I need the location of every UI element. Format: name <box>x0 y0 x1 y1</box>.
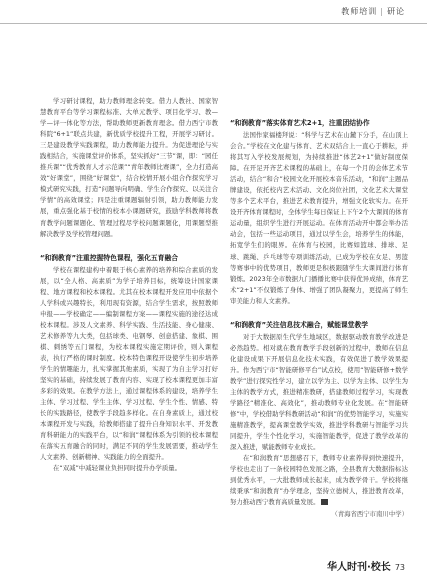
right-paragraph-2: 对于大数据原生代学生地域区，数据驱动教育教学改进是必然趋势。相对就在教育教学手段创新的过程中，教师在信息化建设成果下开展信息化技术实践，有效促进了教学效果提升。作为西宁市“智能研修平台”试点校，使用“智能研修+数学教学”进行探究性学习，建立以学为主、以学为主体、以学生为主体的教学方式，推进精准教研，搭建教师过程学习，实现教学路径“精准化、高效化”，推动教师专业化发展。在“智能研修”中，学校借助学科教研活动“和润”的优势智能学习，实施实施精准教学，提高课堂教学实效，推进学科教研与智能学习共同提升，学生个性化学习，实施智能教学，促进了教学改革的深入推进，赋能教师专业成长。 <box>230 332 408 452</box>
left-column <box>40 96 218 475</box>
right-section-heading-2: “和润教育”关注信息技术融合，赋能课堂教学 <box>230 320 369 329</box>
section-separator: | <box>380 7 384 16</box>
subsection-label: 研论 <box>387 7 405 16</box>
right-paragraph-1: 法国作家福楼拜说：“科学与艺术在山麓下分手，在山顶上会合。”学校在文化建与体育、艺术双结合上一直心于耕耘，并将其写入学校发展规划，为持续推进“体艺2+1”做好制度保障。在开足开齐艺术课程的基础上，在每一个月的会体艺术节活动，结合“和合”校园文化开展校本音乐活动，“和润”主题品牌建设，依托校内艺术活动、文化岗位社团，文化艺术大课堂等多个艺术平台，推进艺术教育提升，增强文化软实力。在开设开齐体育课程时，全体学生每日保证上下午2个大课间的体育运动量，组织学生进行开展运动。在体育活动开中都会举办活动会，包括一些运动项目，通过以学生会，培养学生的体能，拓宽学生们的眼界。在体育与校园，比赛如篮球、排球、足球、跳绳、乒乓球等专项训练活动，已成为学校在女足、男篮等赛事中的优势项目，教师更是积极跟随学生大课间进行体育锻炼。2023年全市数据九门播播比赛中获得优异成绩，体育艺术“2+1”不仅锻炼了身体、增强了团队凝聚力，更提高了师生审美能力和人文素养。 <box>230 131 408 305</box>
right-paragraph-3 <box>230 453 408 508</box>
page-header <box>0 0 427 32</box>
right-column <box>230 116 408 520</box>
left-section-heading: “和润教育”注重控握特色课程，强化五育融合 <box>40 253 179 262</box>
source-line: （青海省西宁市南川中学） <box>331 509 408 518</box>
page-footer <box>327 558 405 573</box>
header-rule <box>0 23 427 24</box>
spacer <box>40 240 218 251</box>
spacer <box>230 307 408 318</box>
left-paragraph-2: 学校在课程建构中着眼于核心素养的培养和综合素质的发展，以“全人格、高素质”为学子培养目标，统筹设计国家课程、地方课程和校本课程。尤其在校本课程开发应用中依据个人学科或兴趣特长，利用现有资源，结合学生需求，按照教师申报——学校确定——编制课程方案——课程实施的途径达成校本课程。涉及人文素养、科学实践、生活技能、身心健康、艺术修养等九大类，包括球类、电钢琴、创意搭建、象棋、围棋、刺绣等五门课程，为校本课程实施定期评价，则入课程表，执行严格的课时制度。校本特色课程开设使学生初步培养学生的情趣能力，扎实掌握其他素质，实现了为自主学习打好坚实的基础，持续发展了教育内容、实现了校本课程更加丰富多彩的效果。在教学方法上，通过课程体系的建设，培养学生主体、学习过程、学生主体、学习过程、学生个性、情感、特长的实践路径，使教学手段趋多样化。在自身素质上，通过校本课程开发与实践，给教师搭建了提升自身知识水平、开发教育科研能力的实践平台，以“和润”课程体系为引领的校本课程在落实五育融合的同时，满足不同的学生发展需要，推动学生人文素养、创新精神、实践能力的全面提升。 <box>40 265 218 462</box>
right-paragraph-3-text: 在“和润教育”思想感召下，教师专业素养得到快速提升，学校也走出了一条校园特色发展之路，全县教育大数据指标达到优秀水平，一大批教师成长起来，成为教学骨干。学校将继续秉承“和润教育”办学理念，坚持立德树人，推进教育改革，努力推动西宁教育高质量发展。 <box>230 454 408 507</box>
section-label: 教师培训 <box>341 7 378 16</box>
section-tab <box>341 6 405 17</box>
left-paragraph-1: 学习研讨课程，助力教师理念转变。借力人教社、国家智慧教育平台等学习课程标准、大单元教学、项目化学习、教—学—评一体化等方法，帮助教师更新教育理念。借力西宁市教科院“6+1”联点共建，新优质学校提升工程，开展学习研讨。三是建设教学实践课程，助力教师能力提升。为促进理论与实践相结合，实施课堂评价体系，坚实抓好“三节”课，即：“园任推兵课”“优秀教育人才示范课”“青年教师比赛课”，全力打造高效“好课堂”，围绕“好课堂”，结合校情开展小组合作探究学习模式研究实践，打造“问题导向明确、学生合作探究、以关注合学情”的高效课堂；四是注重课题辐射引领，助力教师能力发展，重点强化基于校情的校本小课题研究，鼓励学科教师将教育教学问题课题化、管理过程尽学校问题课题化，用课题型推解决教学及学校管理问题。 <box>40 97 218 238</box>
right-section-heading-1: “和润教育”落实体育艺术2+1，注重团结协作 <box>230 119 370 127</box>
page-number: 73 <box>394 563 405 572</box>
magazine-title: 华人时刊·校长 <box>327 562 391 573</box>
left-paragraph-3: 在“双减”中减轻课业负担同时提升办学质量。 <box>53 464 182 473</box>
end-mark-icon <box>321 499 328 505</box>
